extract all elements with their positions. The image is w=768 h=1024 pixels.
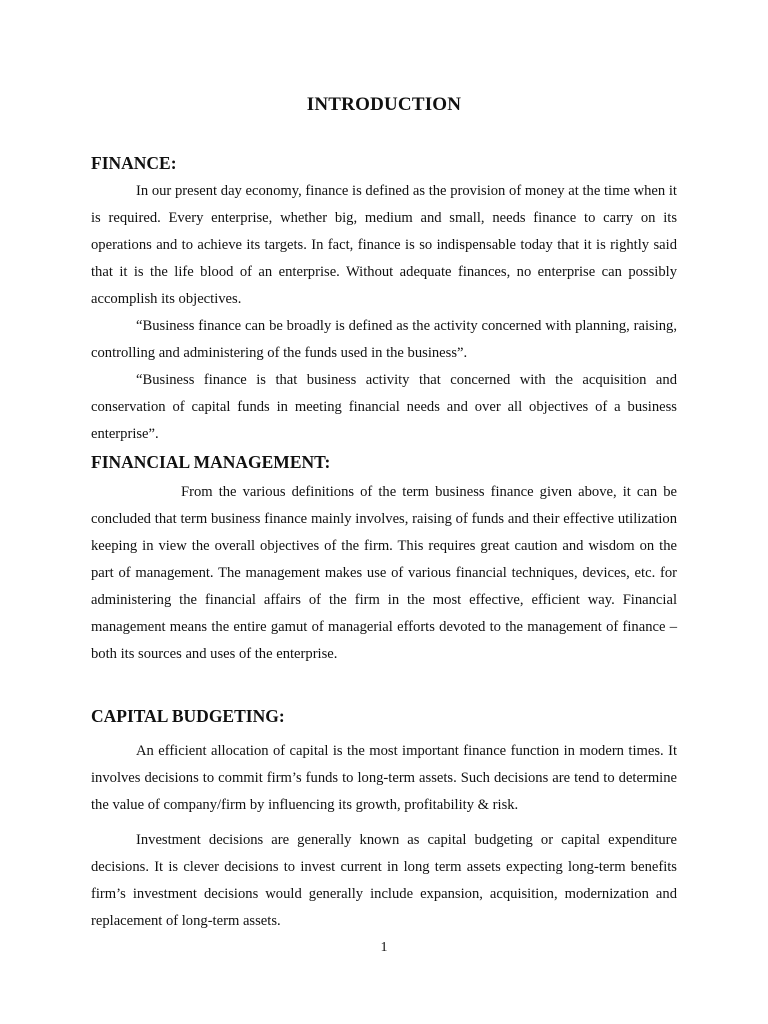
section-heading-financial-management: FINANCIAL MANAGEMENT: [91,452,331,472]
section-heading-capital-budgeting: CAPITAL BUDGETING: [91,706,285,726]
financial-management-paragraph-1: From the various definitions of the term business finance given above, it can be concluded that term business finance mainly involves, raising of funds and their effective utilization keeping in view the overall objectives of the firm. This requires great caution and wisdom on the part of management. The management makes use of various financial techniques, devices, etc. for administering the financial affairs of the firm in the most effective, efficient way. Financial management means the entire gamut of managerial efforts devoted to the management of finance – both its sources and uses of the enterprise. [91,484,677,662]
page-number: 1 [380,940,388,955]
finance-paragraph-1: In our present day economy, finance is defined as the provision of money at the time when it is required. Every enterprise, whether big, medium and small, needs finance to carry on its operations and to achieve its targets. In fact, finance is so indispensable today that it is rightly said that it is the life blood of an enterprise. Without adequate finances, no enterprise can possibly accomplish its objectives. [91,183,677,307]
capital-budgeting-paragraph-1: An efficient allocation of capital is the most important finance function in modern times. It involves decisions to commit firm’s funds to long-term assets. Such decisions are tend to determine the value of company/firm by influencing its growth, profitability & risk. [91,743,677,813]
finance-paragraph-2: “Business finance can be broadly is defined as the activity concerned with planning, raising, controlling and administering of the funds used in the business”. [91,318,677,361]
page-title: INTRODUCTION [306,94,462,115]
finance-paragraph-3: “Business finance is that business activity that concerned with the acquisition and conservation of capital funds in meeting financial needs and over all objectives of a business enterprise”. [91,372,677,442]
section-heading-finance: FINANCE: [91,153,177,173]
capital-budgeting-paragraph-2: Investment decisions are generally known as capital budgeting or capital expenditure decisions. It is clever decisions to invest current in long term assets expecting long-term benefits firm’s investment decisions would generally include expansion, acquisition, modernization and replacement of long-term assets. [91,832,677,929]
